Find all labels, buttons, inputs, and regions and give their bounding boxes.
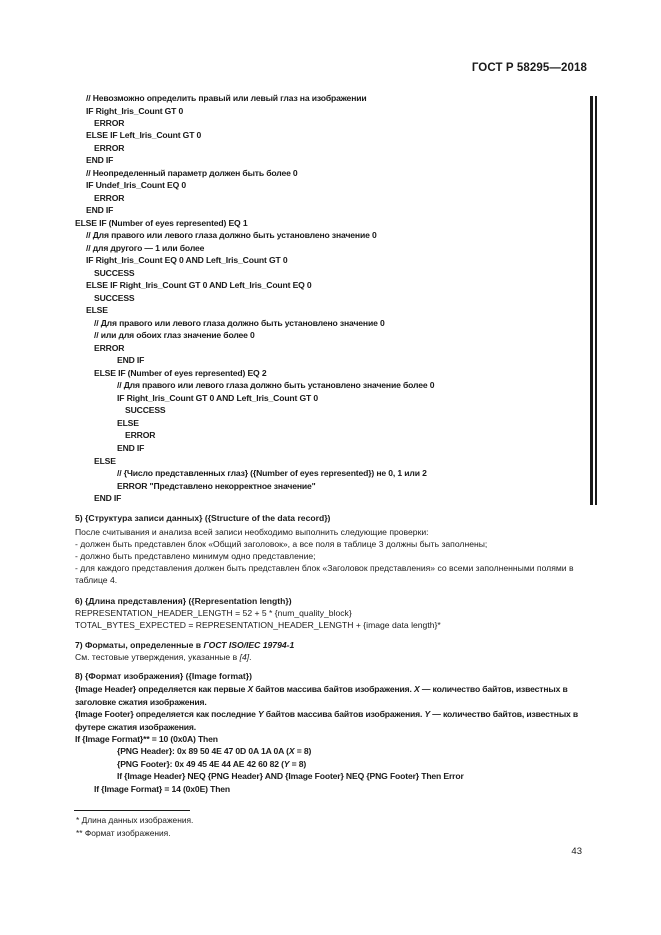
section-7-text xyxy=(75,651,252,663)
section-5-title: 5) {Структура записи данных} ({Structure of the data record}) xyxy=(75,513,331,523)
code-line: If {Image Format} = 14 (0x0E) Then xyxy=(94,784,231,794)
document-header: ГОСТ Р 58295—2018 xyxy=(471,62,587,74)
section-5-item: - для каждого представления должен быть представлен блок «Заголовок представления» со всеми заполненными полями в таблице 4. xyxy=(75,563,574,586)
section-8-paragraph-2 xyxy=(75,708,587,733)
code-line: ELSE IF Right_Iris_Count GT 0 AND Left_Iris_Count EQ 0 xyxy=(86,280,312,290)
code-line: ELSE IF (Number of eyes represented) EQ 2 xyxy=(94,368,267,378)
code-line: // Невозможно определить правый или левый глаз на изображении xyxy=(86,93,367,103)
code-text: {PNG Footer}: 0x 49 45 4E 44 AE 42 60 82 ( xyxy=(117,759,284,769)
code-text: = 8) xyxy=(294,746,312,756)
code-line: ELSE xyxy=(86,305,108,315)
section-5-item: - должно быть представлено минимум одно представление; xyxy=(75,551,316,561)
variable-x: X xyxy=(414,684,420,694)
page-number: 43 xyxy=(571,846,582,857)
code-line: ERROR xyxy=(94,118,125,128)
code-line: END IF xyxy=(94,493,122,503)
code-line: SUCCESS xyxy=(125,405,166,415)
code-line: SUCCESS xyxy=(94,293,135,303)
code-text: {PNG Header}: 0x 89 50 4E 47 0D 0A 1A 0A ( xyxy=(117,746,289,756)
code-line: IF Undef_Iris_Count EQ 0 xyxy=(86,180,187,190)
section-6-formula: REPRESENTATION_HEADER_LENGTH = 52 + 5 * {num_quality_block} xyxy=(75,608,352,618)
code-line xyxy=(117,745,311,758)
code-line: END IF xyxy=(86,205,114,215)
code-line xyxy=(117,758,306,771)
p1-text: байтов массива байтов изображения. xyxy=(253,684,415,694)
code-line: // или для обоих глаз значение более 0 xyxy=(94,330,255,340)
code-line: IF Right_Iris_Count GT 0 AND Left_Iris_Count GT 0 xyxy=(117,393,318,403)
change-bar xyxy=(590,96,593,505)
code-line: // Неопределенный параметр должен быть более 0 xyxy=(86,168,298,178)
variable-x: X xyxy=(288,746,295,756)
code-line: SUCCESS xyxy=(94,268,135,278)
p2-text: байтов массива байтов изображения. xyxy=(263,709,425,719)
variable-y: Y xyxy=(424,709,431,719)
variable-x: X xyxy=(247,684,254,694)
code-line: ELSE IF Left_Iris_Count GT 0 xyxy=(86,130,202,140)
code-line: END IF xyxy=(117,443,145,453)
code-line: ELSE xyxy=(94,456,116,466)
section-8-paragraph-1 xyxy=(75,683,587,708)
section-7-text-prefix: См. тестовые утверждения, указанные в xyxy=(75,652,240,662)
bibliography-reference: [4] xyxy=(239,652,250,662)
section-7-title xyxy=(75,639,294,652)
section-6-title: 6) {Длина представления} ({Representation length}) xyxy=(75,596,292,606)
p2-text: {Image Footer} определяется как последние xyxy=(75,709,258,719)
code-line: ERROR xyxy=(94,343,125,353)
variable-y: Y xyxy=(283,759,290,769)
code-line: If {Image Format}** = 10 (0x0A) Then xyxy=(75,734,218,744)
p2-text: — количество байтов, известных в футере сжатия изображения. xyxy=(75,709,579,732)
code-line: ERROR xyxy=(94,193,125,203)
code-line: END IF xyxy=(86,155,114,165)
code-line: // Для правого или левого глаза должно быть установлено значение 0 xyxy=(86,230,377,240)
section-5-intro: После считывания и анализа всей записи необходимо выполнить следующие проверки: xyxy=(75,527,429,537)
code-line: END IF xyxy=(117,355,145,365)
standard-reference: ГОСТ ISO/IEC 19794-1 xyxy=(203,640,295,650)
code-line: // Для правого или левого глаза должно быть установлено значение 0 xyxy=(94,318,385,328)
section-7-text-suffix: . xyxy=(249,652,252,662)
footnote: * Длина данных изображения. xyxy=(76,815,194,825)
code-line: If {Image Header} NEQ {PNG Header} AND {Image Footer} NEQ {PNG Footer} Then Error xyxy=(117,771,464,781)
code-line: // для другого — 1 или более xyxy=(86,243,205,253)
section-7-title-text: 7) Форматы, определенные в xyxy=(75,640,204,650)
section-8-title: 8) {Формат изображения} ({Image format}) xyxy=(75,671,252,681)
section-5-item: - должен быть представлен блок «Общий заголовок», а все поля в таблице 3 должны быть заполнены; xyxy=(75,539,488,549)
code-line: ELSE IF (Number of eyes represented) EQ 1 xyxy=(75,218,248,228)
code-text: = 8) xyxy=(289,759,307,769)
change-bar-inner xyxy=(595,96,597,505)
footnote-separator xyxy=(74,810,190,811)
code-line: // {Число представленных глаз} ({Number of eyes represented}) не 0, 1 или 2 xyxy=(117,468,427,478)
code-line: // Для правого или левого глаза должно быть установлено значение более 0 xyxy=(117,380,435,390)
code-line: ELSE xyxy=(117,418,139,428)
code-line: ERROR xyxy=(125,430,156,440)
code-line: ERROR "Представлено некорректное значение" xyxy=(117,481,316,491)
p1-text: — количество байтов, известных в заголовке сжатия изображения. xyxy=(75,684,568,707)
code-line: IF Right_Iris_Count EQ 0 AND Left_Iris_Count GT 0 xyxy=(86,255,288,265)
section-6-formula: TOTAL_BYTES_EXPECTED = REPRESENTATION_HEADER_LENGTH + {image data length}* xyxy=(75,620,441,630)
code-line: IF Right_Iris_Count GT 0 xyxy=(86,106,184,116)
footnote: ** Формат изображения. xyxy=(76,828,171,838)
p1-text: {Image Header} определяется как первые xyxy=(75,684,248,694)
variable-y: Y xyxy=(257,709,264,719)
code-line: ERROR xyxy=(94,143,125,153)
